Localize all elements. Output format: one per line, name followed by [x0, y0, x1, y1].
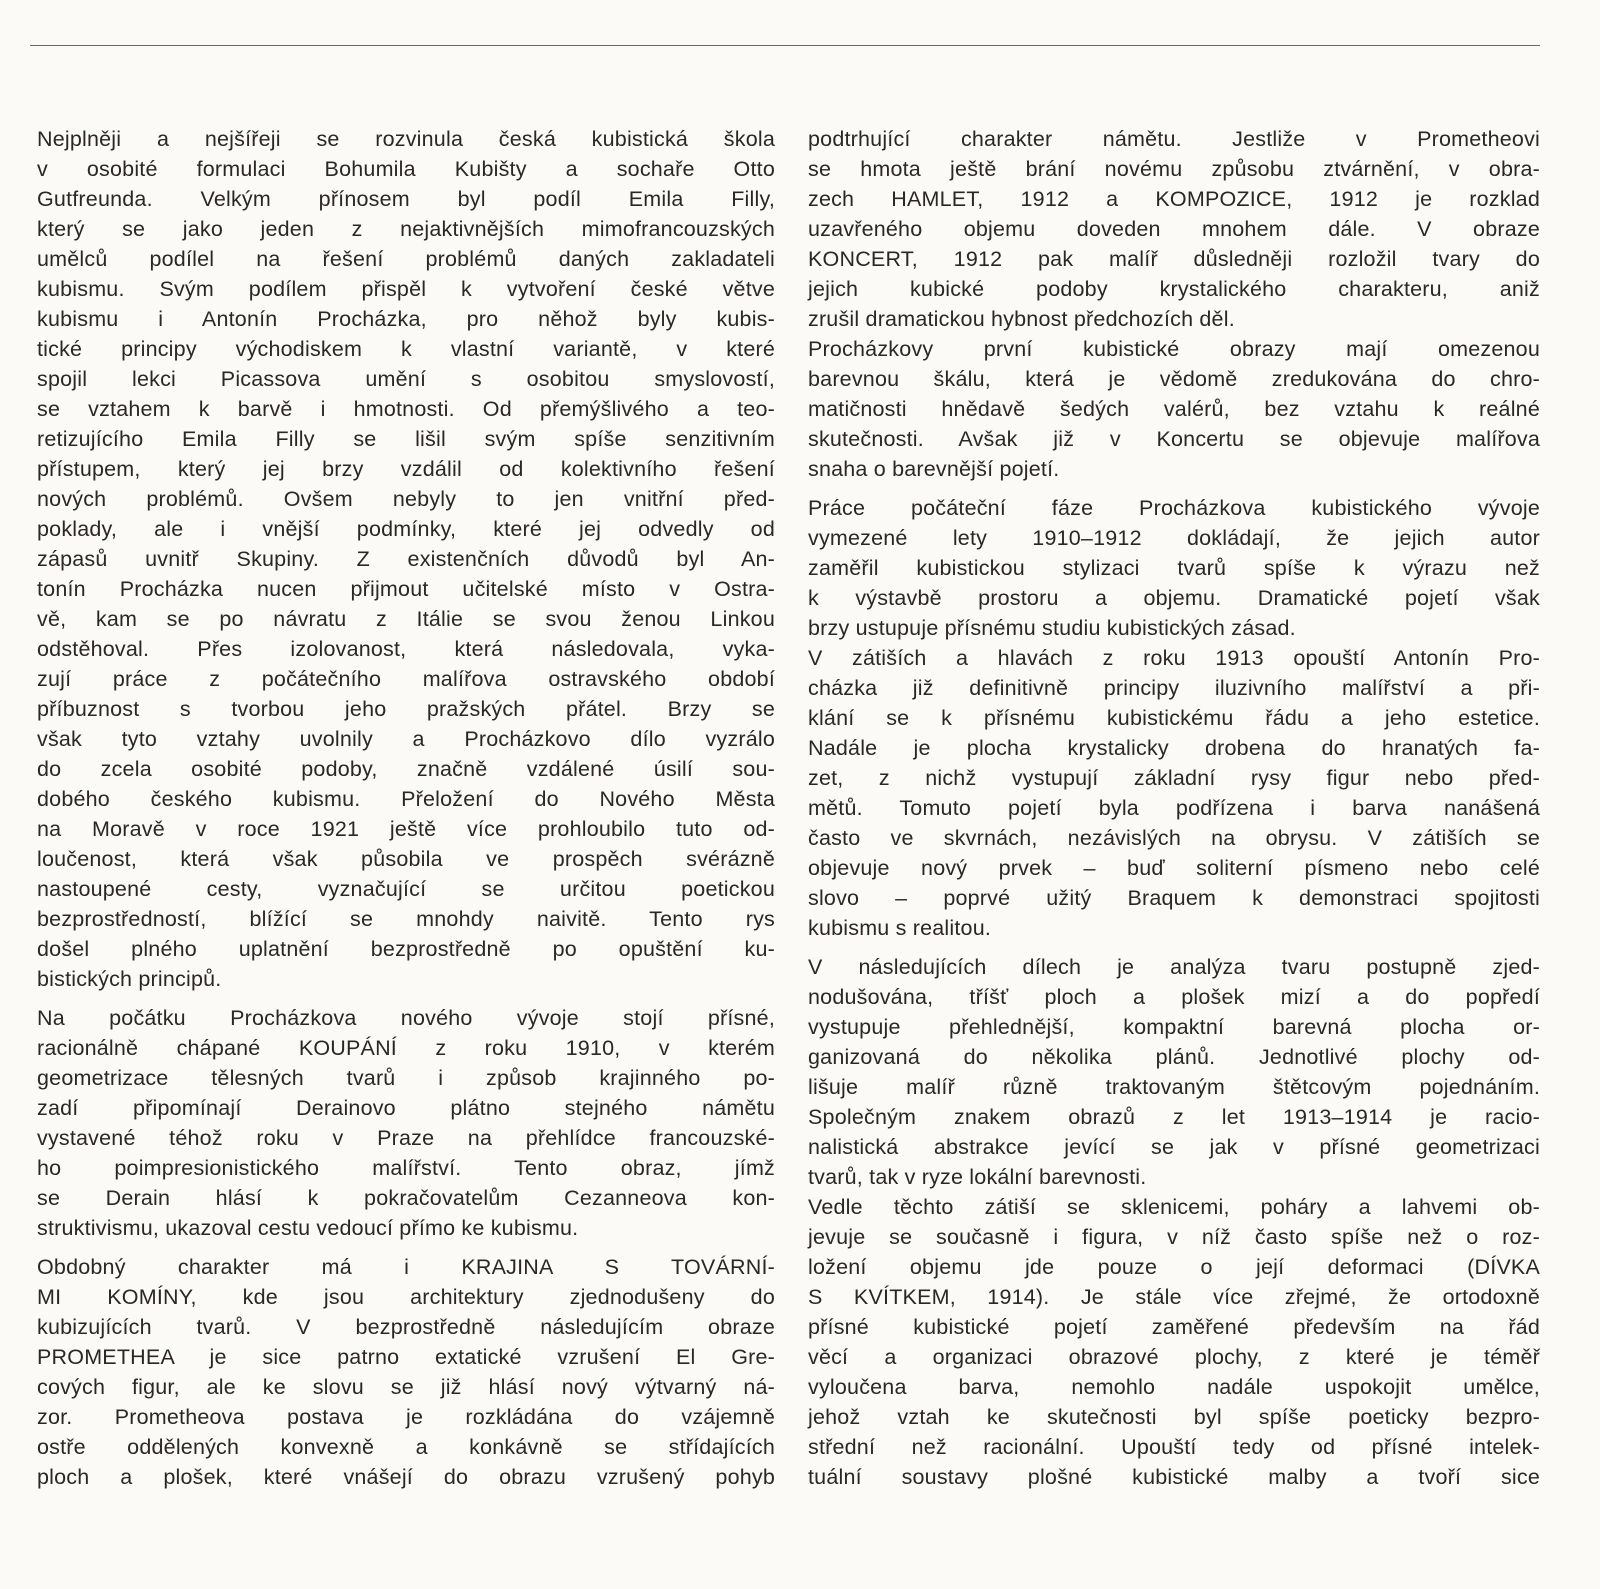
text-line: V zátiších a hlavách z roku 1913 opouští Antonín Pro- [808, 646, 1540, 670]
text-line: zují práce z počátečního malířova ostravského období [37, 667, 775, 691]
text-line: cházka již definitivně principy iluzivního malířství a při- [808, 676, 1540, 700]
text-line: však tyto vztahy uvolnily a Procházkovo dílo vyzrálo [37, 727, 775, 751]
text-line: struktivismu, ukazoval cestu vedoucí přímo ke kubismu. [37, 1216, 579, 1240]
text-line: střední než racionální. Upouští tedy od přísné intelek- [808, 1435, 1540, 1459]
text-line: který se jako jeden z nejaktivnějších mimofrancouzských [37, 217, 775, 241]
text-line: kubizujících tvarů. V bezprostředně následujícím obraze [37, 1315, 775, 1339]
text-line: S KVÍTKEM, 1914). Je stále více zřejmé, že ortodoxně [808, 1285, 1540, 1309]
top-rule [30, 45, 1540, 46]
text-line: racionálně chápané KOUPÁNÍ z roku 1910, v kterém [37, 1036, 775, 1060]
text-block [37, 1252, 775, 1492]
text-line: kubismu s realitou. [808, 916, 992, 940]
text-line: retizujícího Emila Filly se lišil svým spíše senzitivním [37, 427, 775, 451]
text-block [808, 493, 1540, 943]
text-line: spojil lekci Picassova umění s osobitou smyslovostí, [37, 367, 775, 391]
text-line: lišuje malíř různě traktovaným štětcovým pojednáním. [808, 1075, 1540, 1099]
text-line: nastoupené cesty, vyznačující se určitou poetickou [37, 877, 775, 901]
text-line: KONCERT, 1912 pak malíř důsledněji rozložil tvary do [808, 247, 1540, 271]
text-line: tonín Procházka nucen přijmout učitelské místo v Ostra- [37, 577, 775, 601]
text-line: ostře oddělených konvexně a konkávně se střídajících [37, 1435, 775, 1459]
text-line: vymezené lety 1910–1912 dokládají, že jejich autor [808, 526, 1540, 550]
text-line: brzy ustupuje přísnému studiu kubistických zásad. [808, 616, 1296, 640]
text-line: ganizovaná do několika plánů. Jednotlivé plochy od- [808, 1045, 1540, 1069]
text-line: dobého českého kubismu. Přeložení do Nového Města [37, 787, 775, 811]
text-line: V následujících dílech je analýza tvaru postupně zjed- [808, 955, 1540, 979]
text-block [37, 124, 775, 994]
text-line: tvarů, tak v ryze lokální barevnosti. [808, 1165, 1147, 1189]
paragraph [37, 124, 775, 994]
text-line: Procházkovy první kubistické obrazy mají omezenou [808, 337, 1540, 361]
text-block [37, 1003, 775, 1243]
text-line: cových figur, ale ke slovu se již hlásí nový výtvarný ná- [37, 1375, 775, 1399]
text-line: se vztahem k barvě i hmotnosti. Od přemýšlivého a teo- [37, 397, 775, 421]
text-line: matičnosti hnědavě šedých valérů, bez vztahu k reálné [808, 397, 1540, 421]
paragraph [808, 334, 1540, 484]
paragraph [808, 952, 1540, 1192]
text-line: vystavené téhož roku v Praze na přehlídce francouzské- [37, 1126, 775, 1150]
text-line: barevnou škálu, která je vědomě zredukována do chro- [808, 367, 1540, 391]
text-line: skutečnosti. Avšak již v Koncertu se objevuje malířova [808, 427, 1540, 451]
text-line: loučenost, která však působila ve prospěch svérázně [37, 847, 775, 871]
text-line: se Derain hlásí k pokračovatelům Cezanneova kon- [37, 1186, 775, 1210]
text-line: PROMETHEA je sice patrno extatické vzrušení El Gre- [37, 1345, 775, 1369]
text-block [808, 124, 1540, 484]
text-line: ho poimpresionistického malířství. Tento obraz, jímž [37, 1156, 775, 1180]
text-block [808, 952, 1540, 1492]
text-line: k výstavbě prostoru a objemu. Dramatické pojetí však [808, 586, 1540, 610]
text-line: Nejplněji a nejšířeji se rozvinula česká kubistická škola [37, 127, 775, 151]
text-line: do zcela osobité podoby, značně vzdálené úsilí sou- [37, 757, 775, 781]
text-line: zet, z nichž vystupují základní rysy figur nebo před- [808, 766, 1540, 790]
text-line: MI KOMÍNY, kde jsou architektury zjednodušeny do [37, 1285, 775, 1309]
paragraph [808, 493, 1540, 643]
paragraph [808, 643, 1540, 943]
text-line: tické principy východiskem k vlastní variantě, v které [37, 337, 775, 361]
text-line: nalistická abstrakce jevící se jak v přísné geometrizaci [808, 1135, 1540, 1159]
text-line: Gutfreunda. Velkým přínosem byl podíl Emila Filly, [37, 187, 775, 211]
text-line: vystupuje přehlednější, kompaktní barevná plocha or- [808, 1015, 1540, 1039]
text-line: tuální soustavy plošné kubistické malby a tvoří sice [808, 1465, 1540, 1489]
left-column [37, 124, 775, 1492]
text-line: Nadále je plocha krystalicky drobena do hranatých fa- [808, 736, 1540, 760]
text-line: umělců podílel na řešení problémů daných zakladateli [37, 247, 775, 271]
text-line: v osobité formulaci Bohumila Kubišty a sochaře Otto [37, 157, 775, 181]
right-column [808, 124, 1540, 1492]
text-line: ložení objemu jde pouze o její deformaci (DÍVKA [808, 1255, 1540, 1279]
text-line: jevuje se současně i figura, v níž často spíše než o roz- [808, 1225, 1540, 1249]
text-line: došel plného uplatnění bezprostředně po opuštění ku- [37, 937, 775, 961]
text-line: vyloučena barva, nemohlo nadále uspokojit umělce, [808, 1375, 1540, 1399]
text-line: vě, kam se po návratu z Itálie se svou ženou Linkou [37, 607, 775, 631]
text-line: jehož vztah ke skutečnosti byl spíše poeticky bezpro- [808, 1405, 1540, 1429]
text-line: příbuznost s tvorbou jeho pražských přátel. Brzy se [37, 697, 775, 721]
text-line: Obdobný charakter má i KRAJINA S TOVÁRNÍ- [37, 1255, 775, 1279]
text-line: přísné kubistické pojetí zaměřené především na řád [808, 1315, 1540, 1339]
text-line: kubismu. Svým podílem přispěl k vytvoření české větve [37, 277, 775, 301]
text-line: jejich kubické podoby krystalického charakteru, aniž [808, 277, 1540, 301]
text-line: geometrizace tělesných tvarů i způsob krajinného po- [37, 1066, 775, 1090]
text-line: často ve skvrnách, nezávislých na obrysu. V zátiších se [808, 826, 1540, 850]
paragraph [37, 1252, 775, 1492]
text-line: klání se k přísnému kubistickému řádu a jeho estetice. [808, 706, 1540, 730]
text-line: nových problémů. Ovšem nebyly to jen vnitřní před- [37, 487, 775, 511]
text-line: mětů. Tomuto pojetí byla podřízena i barva nanášená [808, 796, 1540, 820]
text-line: uzavřeného objemu doveden mnohem dále. V obraze [808, 217, 1540, 241]
text-line: zech HAMLET, 1912 a KOMPOZICE, 1912 je rozklad [808, 187, 1540, 211]
paragraph [808, 1192, 1540, 1492]
text-line: kubismu i Antonín Procházka, pro něhož byly kubis- [37, 307, 775, 331]
text-line: poklady, ale i vnější podmínky, které jej odvedly od [37, 517, 775, 541]
text-line: nodušována, tříšť ploch a plošek mizí a do popředí [808, 985, 1540, 1009]
text-line: objevuje nový prvek – buď soliterní písmeno nebo celé [808, 856, 1540, 880]
paragraph [37, 1003, 775, 1243]
text-line: na Moravě v roce 1921 ještě více prohloubilo tuto od- [37, 817, 775, 841]
text-line: věcí a organizaci obrazové plochy, z které je téměř [808, 1345, 1540, 1369]
text-line: bezprostředností, blížící se mnohdy naivitě. Tento rys [37, 907, 775, 931]
text-line: zaměřil kubistickou stylizaci tvarů spíše k výrazu než [808, 556, 1540, 580]
text-line: Na počátku Procházkova nového vývoje stojí přísné, [37, 1006, 775, 1030]
text-line: bistických principů. [37, 967, 222, 991]
text-line: Práce počáteční fáze Procházkova kubistického vývoje [808, 496, 1540, 520]
text-line: se hmota ještě brání novému způsobu ztvárnění, v obra- [808, 157, 1540, 181]
text-line: Společným znakem obrazů z let 1913–1914 je racio- [808, 1105, 1540, 1129]
text-line: snaha o barevnější pojetí. [808, 457, 1060, 481]
text-line: slovo – poprvé užitý Braquem k demonstraci spojitosti [808, 886, 1540, 910]
text-line: podtrhující charakter námětu. Jestliže v Prometheovi [808, 127, 1540, 151]
text-line: zor. Prometheova postava je rozkládána do vzájemně [37, 1405, 775, 1429]
paragraph [808, 124, 1540, 334]
text-line: odstěhoval. Přes izolovanost, která následovala, vyka- [37, 637, 775, 661]
text-line: zrušil dramatickou hybnost předchozích děl. [808, 307, 1235, 331]
text-line: zadí připomínají Derainovo plátno stejného námětu [37, 1096, 775, 1120]
text-line: zápasů uvnitř Skupiny. Z existenčních důvodů byl An- [37, 547, 775, 571]
text-line: ploch a plošek, které vnášejí do obrazu vzrušený pohyb [37, 1465, 775, 1489]
text-line: přístupem, který jej brzy vzdálil od kolektivního řešení [37, 457, 775, 481]
text-line: Vedle těchto zátiší se sklenicemi, poháry a lahvemi ob- [808, 1195, 1540, 1219]
